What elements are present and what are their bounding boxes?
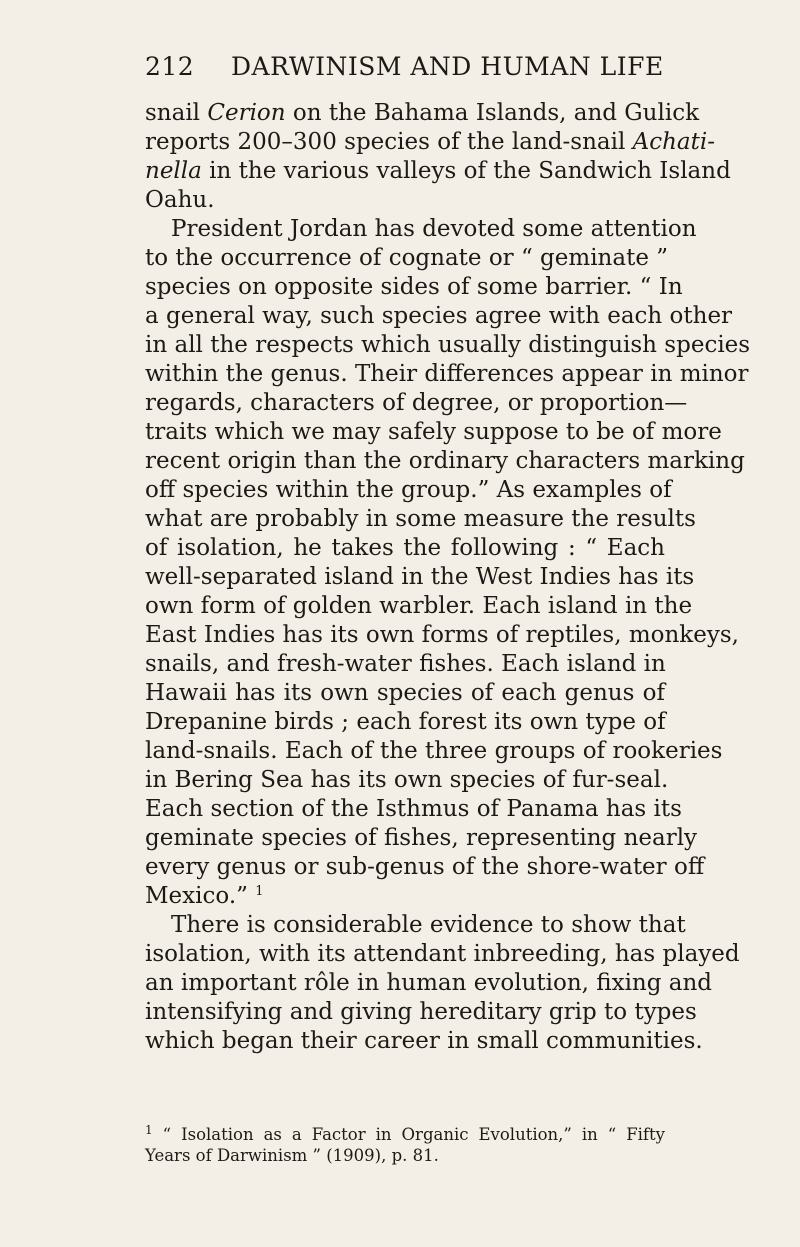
body-text — [145, 99, 751, 1056]
text-segment: every genus or sub-genus of the shore-water off — [145, 854, 705, 880]
text-segment: Years of Darwinism ” (1909), p. 81. — [145, 1146, 439, 1165]
text-line — [145, 679, 665, 708]
text-line — [145, 273, 683, 302]
text-line — [145, 215, 697, 244]
text-segment: East Indies has its own forms of reptiles, monkeys, — [145, 622, 739, 648]
text-segment: traits which we may safely suppose to be of more — [145, 419, 722, 445]
text-segment: regards, characters of degree, or proportion— — [145, 390, 688, 416]
text-line — [145, 99, 700, 128]
footnote — [145, 1124, 665, 1166]
text-segment: snails, and fresh-water fishes. Each island in — [145, 651, 666, 677]
text-line — [145, 911, 686, 940]
text-line — [145, 940, 740, 969]
text-segment: within the genus. Their differences appear in minor — [145, 361, 749, 387]
footnote-marker: 1 — [145, 1123, 153, 1137]
text-segment: an important rôle in human evolution, fixing and — [145, 970, 713, 996]
page-number: 212 — [145, 52, 195, 81]
text-segment: geminate species of fishes, representing nearly — [145, 825, 698, 851]
text-line — [145, 621, 739, 650]
text-line — [145, 1145, 665, 1166]
page-header — [145, 52, 665, 92]
text-line — [145, 998, 697, 1027]
text-segment: what are probably in some measure the results — [145, 506, 696, 532]
text-segment: which began their career in small communities. — [145, 1028, 703, 1054]
text-segment: recent origin than the ordinary characters marking — [145, 448, 745, 474]
text-line — [145, 302, 733, 331]
text-segment: on the Bahama Islands, and Gulick — [285, 100, 700, 126]
text-segment: snail — [145, 100, 208, 126]
text-segment: off species within the group.” As examples of — [145, 477, 672, 503]
text-line — [145, 534, 665, 563]
text-line — [145, 418, 722, 447]
text-segment: Each section of the Isthmus of Panama has its — [145, 796, 682, 822]
italic-term: Achati- — [632, 129, 716, 155]
text-line — [145, 853, 705, 882]
text-line — [145, 331, 751, 360]
text-segment: reports 200–300 species of the land-snail — [145, 129, 633, 155]
text-segment: Drepanine birds ; each forest its own type of — [145, 709, 666, 735]
text-segment: species on opposite sides of some barrier. “ In — [145, 274, 683, 300]
text-line — [145, 128, 716, 157]
text-segment: Hawaii has its own species of each genus of — [145, 680, 665, 706]
text-segment: isolation, with its attendant inbreeding, has played — [145, 941, 740, 967]
text-line — [145, 505, 696, 534]
text-segment: There is considerable evidence to show that — [171, 912, 686, 938]
text-segment: Mexico.” — [145, 883, 256, 909]
running-title: DARWINISM AND HUMAN LIFE — [231, 52, 664, 81]
text-segment: a general way, such species agree with each other — [145, 303, 733, 329]
text-segment: own form of golden warbler. Each island in the — [145, 593, 693, 619]
text-line — [145, 824, 698, 853]
text-segment: well-separated island in the West Indies has its — [145, 564, 695, 590]
text-segment: to the occurrence of cognate or “ geminate ” — [145, 245, 669, 271]
text-line — [145, 447, 745, 476]
text-line — [145, 186, 665, 215]
text-segment: “ Isolation as a Factor in Organic Evolution,” in “ Fifty — [152, 1125, 665, 1144]
text-line — [145, 708, 665, 737]
text-line — [145, 1027, 703, 1056]
text-segment: of isolation, he takes the following : “ Each — [145, 535, 665, 561]
text-line — [145, 157, 731, 186]
footnote-marker: 1 — [255, 884, 264, 899]
text-segment: President Jordan has devoted some attention — [171, 216, 697, 242]
text-line — [145, 737, 723, 766]
text-line — [145, 1124, 665, 1145]
text-line — [145, 244, 669, 273]
text-line — [145, 882, 665, 911]
text-line — [145, 969, 713, 998]
text-line — [145, 476, 672, 505]
text-line — [145, 650, 665, 679]
text-segment: intensifying and giving hereditary grip to types — [145, 999, 697, 1025]
text-line — [145, 592, 693, 621]
text-segment: land-snails. Each of the three groups of rookeries — [145, 738, 723, 764]
text-segment: in all the respects which usually distinguish species — [145, 332, 751, 358]
italic-term: Cerion — [207, 100, 286, 126]
text-line — [145, 563, 695, 592]
text-segment: in Bering Sea has its own species of fur-seal. — [145, 767, 669, 793]
text-segment: in the various valleys of the Sandwich Island — [201, 158, 731, 184]
text-segment: Oahu. — [145, 187, 215, 213]
text-line — [145, 360, 749, 389]
italic-term: nella — [145, 158, 202, 184]
text-line — [145, 389, 688, 418]
text-line — [145, 766, 669, 795]
text-line — [145, 795, 682, 824]
